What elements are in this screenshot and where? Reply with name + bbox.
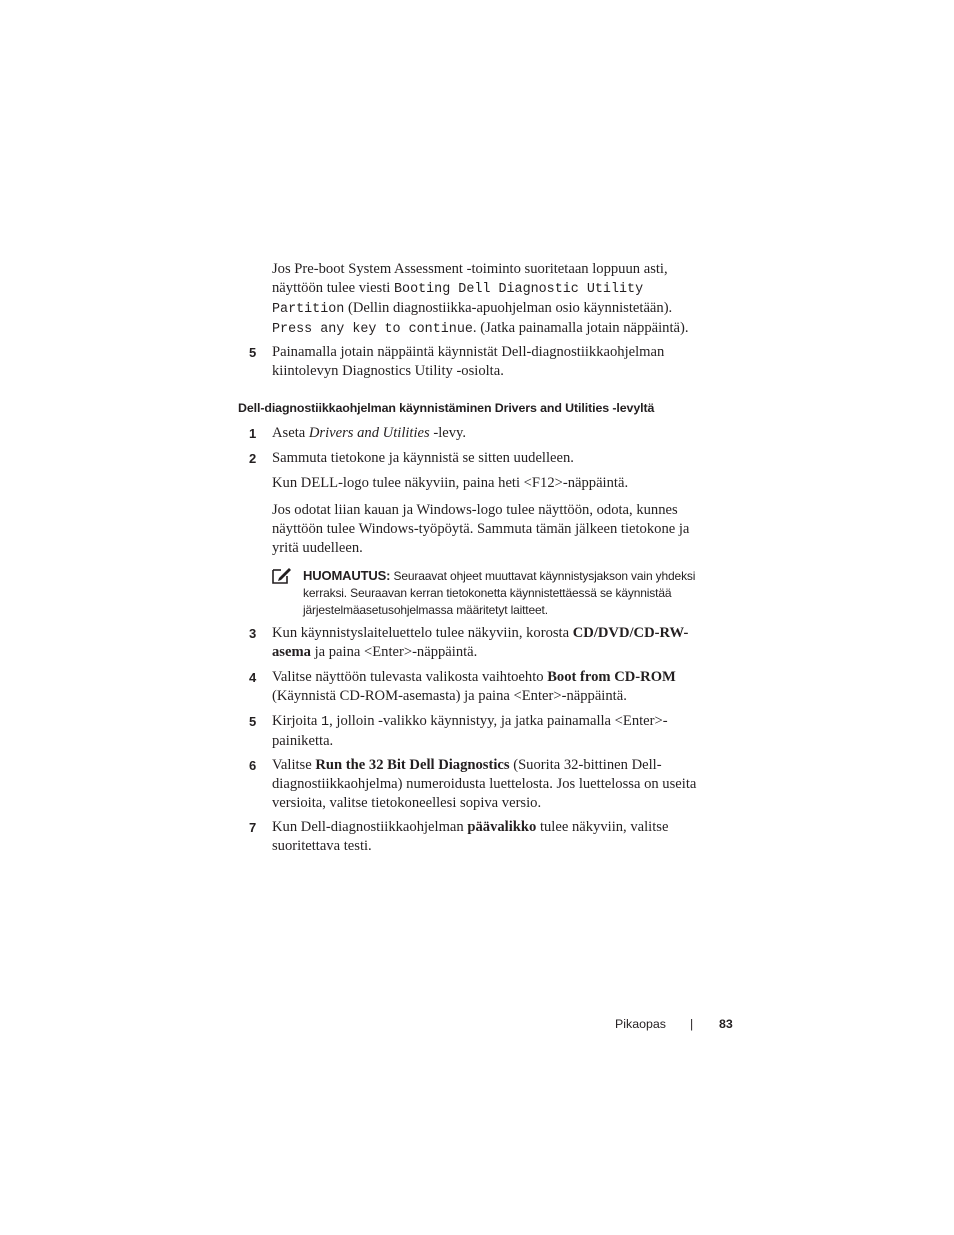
footer-section-name: Pikaopas bbox=[615, 1017, 666, 1031]
step-2-sub-1: Kun DELL-logo tulee näkyviin, paina heti <F12>-näppäintä. bbox=[272, 475, 629, 491]
step-5b-mono: 1 bbox=[321, 715, 330, 730]
step-6-text bbox=[272, 756, 752, 813]
step-7-line-2: suoritettava testi. bbox=[272, 838, 372, 854]
note-line-3: järjestelmäasetusohjelmassa määritetyt laitteet. bbox=[303, 603, 548, 617]
step-number: 7 bbox=[249, 820, 257, 835]
intro-mono-1: Booting Dell Diagnostic Utility bbox=[394, 282, 644, 297]
step-number: 5 bbox=[249, 345, 257, 360]
step-2-sub-2-line-3: yritä uudelleen. bbox=[272, 540, 363, 556]
step-5b-text bbox=[272, 712, 742, 751]
step-1-text bbox=[272, 424, 742, 443]
intro-mono-2: Partition bbox=[272, 302, 345, 317]
step-4-line-2: (Käynnistä CD-ROM-asemasta) ja paina <Enter>-näppäintä. bbox=[272, 688, 627, 704]
footer-page-number: 83 bbox=[719, 1017, 733, 1031]
step-2-text: Sammuta tietokone ja käynnistä se sitten uudelleen. bbox=[272, 450, 574, 466]
note-line-1: Seuraavat ohjeet muuttavat käynnistysjakson vain yhdeksi bbox=[390, 569, 696, 583]
intro-text-4: . (Jatka painamalla jotain näppäintä). bbox=[472, 320, 689, 336]
step-7-post: tulee näkyviin, valitse bbox=[536, 819, 669, 835]
intro-text-2: näyttöön tulee viesti bbox=[272, 280, 394, 296]
step-number: 2 bbox=[249, 451, 257, 466]
step-number: 4 bbox=[249, 670, 257, 685]
step-5-text bbox=[272, 343, 742, 381]
step-1-pre: Aseta bbox=[272, 425, 309, 441]
intro-mono-3: Press any key to continue bbox=[272, 322, 473, 337]
note-text bbox=[303, 567, 743, 619]
step-2-sub-2-line-1: Jos odotat liian kauan ja Windows-logo tulee näyttöön, odota, kunnes bbox=[272, 502, 678, 518]
step-7-text bbox=[272, 818, 742, 856]
step-5b-line-2: painiketta. bbox=[272, 733, 334, 749]
note-pencil-icon bbox=[272, 566, 292, 584]
step-6-line-3: versioita, valitse tietokoneellesi sopiva versio. bbox=[272, 795, 542, 811]
step-number: 6 bbox=[249, 758, 257, 773]
note-line-2: kerraksi. Seuraavan kerran tietokonetta käynnistettäessä se käynnistää bbox=[303, 586, 672, 600]
step-2-sub-2-line-2: näyttöön tulee Windows-työpöytä. Sammuta tämän jälkeen tietokone ja bbox=[272, 521, 690, 537]
step-2-sub-2 bbox=[272, 501, 752, 558]
step-6-post: (Suorita 32-bittinen Dell- bbox=[509, 757, 662, 773]
step-3-bold-2: asema bbox=[272, 644, 311, 660]
step-5b-post: , jolloin -valikko käynnistyy, ja jatka painamalla <Enter>- bbox=[329, 713, 668, 729]
step-number: 5 bbox=[249, 714, 257, 729]
step-4-text bbox=[272, 668, 742, 706]
intro-text-3: (Dellin diagnostiikka-apuohjelman osio käynnistetään). bbox=[344, 300, 673, 316]
intro-paragraph bbox=[272, 260, 752, 339]
step-3-pre: Kun käynnistyslaiteluettelo tulee näkyviin, korosta bbox=[272, 625, 573, 641]
step-5-line-2: kiintolevyn Diagnostics Utility -osiolta. bbox=[272, 363, 504, 379]
step-1-post: -levy. bbox=[429, 425, 467, 441]
step-number: 3 bbox=[249, 626, 257, 641]
step-7-bold: päävalikko bbox=[467, 819, 537, 835]
step-5b-pre: Kirjoita bbox=[272, 713, 322, 729]
section-heading: Dell-diagnostiikkaohjelman käynnistäminen Drivers and Utilities -levyltä bbox=[238, 401, 655, 415]
step-7-pre: Kun Dell-diagnostiikkaohjelman bbox=[272, 819, 468, 835]
step-5-line-1: Painamalla jotain näppäintä käynnistät Dell-diagnostiikkaohjelman bbox=[272, 344, 665, 360]
step-6-line-2: diagnostiikkaohjelma) numeroidusta luettelosta. Jos luettelossa on useita bbox=[272, 776, 697, 792]
step-3-bold-1: CD/DVD/CD-RW- bbox=[572, 625, 689, 641]
step-6-pre: Valitse bbox=[272, 757, 316, 773]
footer-separator: | bbox=[690, 1017, 694, 1031]
note-label: HUOMAUTUS: bbox=[303, 568, 391, 583]
step-4-bold: Boot from CD-ROM bbox=[547, 669, 676, 685]
step-number: 1 bbox=[249, 426, 257, 441]
step-3-text bbox=[272, 624, 742, 662]
step-4-pre: Valitse näyttöön tulevasta valikosta vaihtoehto bbox=[272, 669, 548, 685]
step-1-italic: Drivers and Utilities bbox=[308, 425, 430, 441]
step-3-post: ja paina <Enter>-näppäintä. bbox=[310, 644, 478, 660]
intro-text-1: Jos Pre-boot System Assessment -toiminto suoritetaan loppuun asti, bbox=[272, 261, 668, 277]
step-6-bold: Run the 32 Bit Dell Diagnostics bbox=[315, 757, 510, 773]
